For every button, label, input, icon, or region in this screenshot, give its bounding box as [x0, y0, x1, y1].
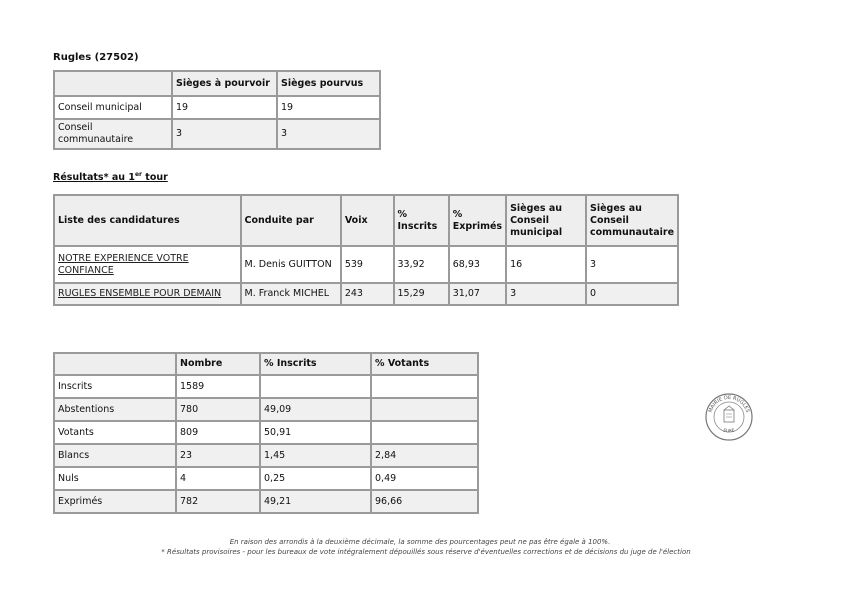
- turnout-pct-registered: 49,09: [260, 398, 371, 421]
- results-header-seats-municipal: Sièges au Conseil municipal: [506, 195, 586, 246]
- seats-table: [53, 70, 381, 150]
- seal-bottom-text: EURE: [722, 428, 736, 435]
- turnout-header-count: Nombre: [176, 353, 260, 375]
- pct-expressed-cell: 31,07: [449, 283, 506, 305]
- results-header-list: Liste des candidatures: [54, 195, 241, 246]
- table-row: [54, 421, 478, 444]
- turnout-label: Nuls: [54, 467, 176, 490]
- seats-value: 19: [277, 96, 380, 119]
- turnout-pct-voters: 0,49: [371, 467, 478, 490]
- table-row: [54, 375, 478, 398]
- turnout-pct-registered: 0,25: [260, 467, 371, 490]
- leader-cell: M. Denis GUITTON: [241, 246, 341, 283]
- seats-header-filled: Sièges pourvus: [277, 71, 380, 96]
- table-row: [54, 246, 678, 283]
- turnout-pct-registered: [260, 375, 371, 398]
- turnout-count: 23: [176, 444, 260, 467]
- results-title-end: tour: [141, 172, 168, 184]
- list-link-rugles-ensemble[interactable]: RUGLES ENSEMBLE POUR DEMAIN: [58, 288, 222, 299]
- seats-value: 19: [172, 96, 277, 119]
- seats-value: 3: [277, 119, 380, 149]
- turnout-pct-registered: 49,21: [260, 490, 371, 513]
- seats-header-empty: [54, 71, 172, 96]
- seats-row-label: Conseil municipal: [54, 96, 172, 119]
- pct-registered-cell: 33,92: [394, 246, 449, 283]
- mairie-seal: [704, 392, 754, 442]
- seal-top-text: MAIRIE DE RUGLES: [707, 394, 751, 414]
- footnote-provisional: * Résultats provisoires - pour les bureaux de vote intégralement dépouillés sous réserve d'éventuelles corrections et de décisions du juge de l'élection: [161, 548, 691, 556]
- turnout-count: 780: [176, 398, 260, 421]
- turnout-label: Inscrits: [54, 375, 176, 398]
- svg-text:EURE: [722, 427, 735, 434]
- table-row: [54, 398, 478, 421]
- results-title: [53, 171, 168, 183]
- results-header-seats-community: Sièges au Conseil communautaire: [586, 195, 678, 246]
- table-row: [54, 119, 380, 149]
- turnout-pct-voters: 2,84: [371, 444, 478, 467]
- table-row: [54, 96, 380, 119]
- footnote-rounding: En raison des arrondis à la deuxième décimale, la somme des pourcentages peut ne pas être égale à 100%.: [229, 538, 611, 546]
- turnout-count: 1589: [176, 375, 260, 398]
- seats-community-cell: 0: [586, 283, 678, 305]
- results-header-pct-registered: % Inscrits: [394, 195, 449, 246]
- table-row: [54, 283, 678, 305]
- turnout-header-empty: [54, 353, 176, 375]
- results-header-leader: Conduite par: [241, 195, 341, 246]
- seats-header-to-fill: Sièges à pourvoir: [172, 71, 277, 96]
- turnout-count: 4: [176, 467, 260, 490]
- turnout-count: 809: [176, 421, 260, 444]
- seats-municipal-cell: 3: [506, 283, 586, 305]
- results-title-sup: er: [134, 171, 142, 178]
- turnout-label: Blancs: [54, 444, 176, 467]
- turnout-pct-voters: 96,66: [371, 490, 478, 513]
- results-title-main: Résultats* au 1: [53, 172, 135, 184]
- turnout-header-pct-voters: % Votants: [371, 353, 478, 375]
- seats-row-label: Conseil communautaire: [54, 119, 172, 149]
- results-header-pct-expressed: % Exprimés: [449, 195, 506, 246]
- seats-municipal-cell: 16: [506, 246, 586, 283]
- leader-cell: M. Franck MICHEL: [241, 283, 341, 305]
- turnout-label: Abstentions: [54, 398, 176, 421]
- table-row: [54, 490, 478, 513]
- turnout-pct-registered: 50,91: [260, 421, 371, 444]
- turnout-table: [53, 352, 479, 514]
- table-row: [54, 467, 478, 490]
- votes-cell: 243: [341, 283, 394, 305]
- svg-text:MAIRIE DE RUGLES: [708, 395, 751, 414]
- table-row: [54, 444, 478, 467]
- seats-value: 3: [172, 119, 277, 149]
- commune-title: Rugles (27502): [53, 52, 139, 63]
- seats-community-cell: 3: [586, 246, 678, 283]
- turnout-label: Exprimés: [54, 490, 176, 513]
- turnout-pct-voters: [371, 375, 478, 398]
- pct-registered-cell: 15,29: [394, 283, 449, 305]
- list-link-notre-experience[interactable]: NOTRE EXPERIENCE VOTRE CONFIANCE: [58, 252, 189, 276]
- turnout-pct-voters: [371, 421, 478, 444]
- turnout-count: 782: [176, 490, 260, 513]
- turnout-pct-registered: 1,45: [260, 444, 371, 467]
- turnout-label: Votants: [54, 421, 176, 444]
- votes-cell: 539: [341, 246, 394, 283]
- results-table: [53, 194, 679, 306]
- pct-expressed-cell: 68,93: [449, 246, 506, 283]
- turnout-pct-voters: [371, 398, 478, 421]
- results-header-votes: Voix: [341, 195, 394, 246]
- turnout-header-pct-registered: % Inscrits: [260, 353, 371, 375]
